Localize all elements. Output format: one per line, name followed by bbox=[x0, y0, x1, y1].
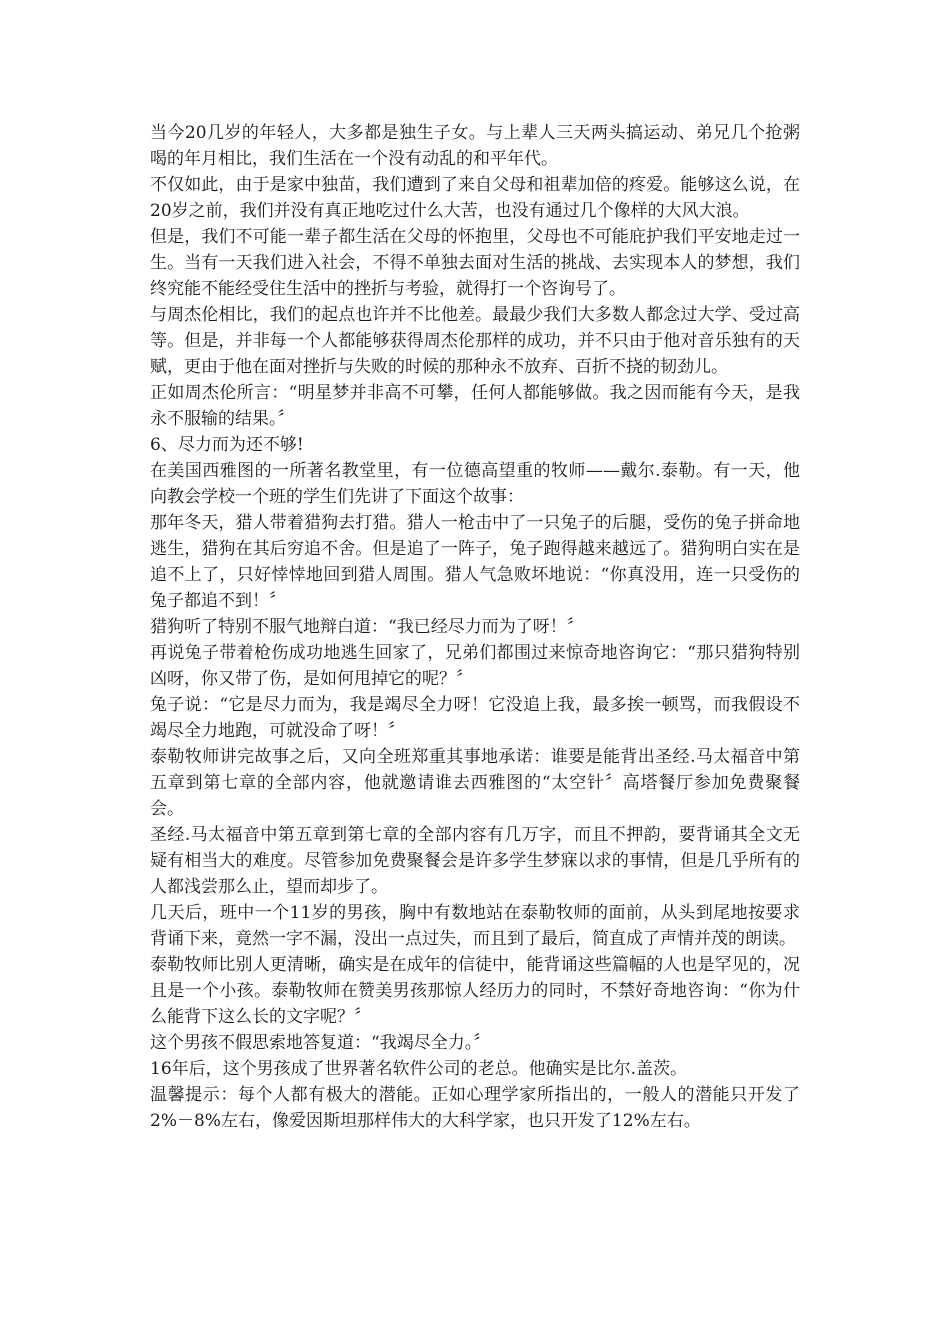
paragraph: 与周杰伦相比，我们的起点也许并不比他差。最最少我们大多数人都念过大学、受过高等。但是，并非每一个人都能够获得周杰伦那样的成功，并不只由于他对音乐独有的天赋，更由于他在面对挫折与失败的时候的那种永不放弃、百折不挠的韧劲儿。 bbox=[150, 305, 800, 377]
paragraph: 几天后，班中一个11岁的男孩，胸中有数地站在泰勒牧师的面前，从头到尾地按要求背诵下来，竟然一字不漏，没出一点过失，而且到了最后，简直成了声情并茂的朗读。 bbox=[150, 903, 800, 949]
section-heading: 6、尽力而为还不够! bbox=[150, 435, 304, 455]
paragraph: 正如周杰伦所言：“明星梦并非高不可攀，任何人都能够做。我之因而能有今天，是我永不服输的结果。〞 bbox=[150, 383, 800, 429]
paragraph: 猎狗听了特别不服气地辩白道：“我已经尽力而为了呀！〞 bbox=[150, 617, 584, 637]
paragraph: 泰勒牧师比别人更清晰，确实是在成年的信徒中，能背诵这些篇幅的人也是罕见的，况且是一个小孩。泰勒牧师在赞美男孩那惊人经历力的同时，不禁好奇地咨询：“你为什么能背下这么长的文字呢？〞 bbox=[150, 955, 800, 1027]
paragraph: 但是，我们不可能一辈子都生活在父母的怀抱里，父母也不可能庇护我们平安地走过一生。当有一天我们进入社会，不得不单独去面对生活的挑战、去实现本人的梦想，我们终究能不能经受住生活中的挫折与考验，就得打一个咨询号了。 bbox=[150, 227, 800, 299]
paragraph: 圣经.马太福音中第五章到第七章的全部内容有几万字，而且不押韵，要背诵其全文无疑有相当大的难度。尽管参加免费聚餐会是许多学生梦寐以求的事情，但是几乎所有的人都浅尝那么止，望而却步了。 bbox=[150, 825, 800, 897]
paragraph: 16年后，这个男孩成了世界著名软件公司的老总。他确实是比尔.盖茨。 bbox=[150, 1059, 688, 1079]
paragraph: 兔子说：“它是尽力而为，我是竭尽全力呀！它没追上我，最多挨一顿骂，而我假设不竭尽全力地跑，可就没命了呀！〞 bbox=[150, 695, 800, 741]
paragraph: 再说兔子带着枪伤成功地逃生回家了，兄弟们都围过来惊奇地咨询它：“那只猎狗特别凶呀，你又带了伤，是如何甩掉它的呢？〞 bbox=[150, 643, 800, 689]
paragraph: 当今20几岁的年轻人，大多都是独生子女。与上辈人三天两头搞运动、弟兄几个抢粥喝的年月相比，我们生活在一个没有动乱的和平年代。 bbox=[150, 123, 800, 169]
document-body bbox=[150, 120, 800, 1134]
paragraph: 在美国西雅图的一所著名教堂里，有一位德高望重的牧师——戴尔.泰勒。有一天，他向教会学校一个班的学生们先讲了下面这个故事： bbox=[150, 461, 800, 507]
paragraph: 这个男孩不假思索地答复道：“我竭尽全力。〞 bbox=[150, 1033, 491, 1053]
tip-paragraph: 温馨提示：每个人都有极大的潜能。正如心理学家所指出的，一般人的潜能只开发了2%－8%左右，像爱因斯坦那样伟大的大科学家，也只开发了12%左右。 bbox=[150, 1085, 800, 1131]
paragraph: 不仅如此，由于是家中独苗，我们遭到了来自父母和祖辈加倍的疼爱。能够这么说，在20岁之前，我们并没有真正地吃过什么大苦，也没有通过几个像样的大风大浪。 bbox=[150, 175, 800, 221]
paragraph: 泰勒牧师讲完故事之后，又向全班郑重其事地承诺：谁要是能背出圣经.马太福音中第五章到第七章的全部内容，他就邀请谁去西雅图的“太空针〞高塔餐厅参加免费聚餐会。 bbox=[150, 747, 800, 819]
paragraph: 那年冬天，猎人带着猎狗去打猎。猎人一枪击中了一只兔子的后腿，受伤的兔子拼命地逃生，猎狗在其后穷追不舍。但是追了一阵子，兔子跑得越来越远了。猎狗明白实在是追不上了，只好悻悻地回到猎人周围。猎人气急败坏地说：“你真没用，连一只受伤的兔子都追不到！〞 bbox=[150, 513, 800, 611]
